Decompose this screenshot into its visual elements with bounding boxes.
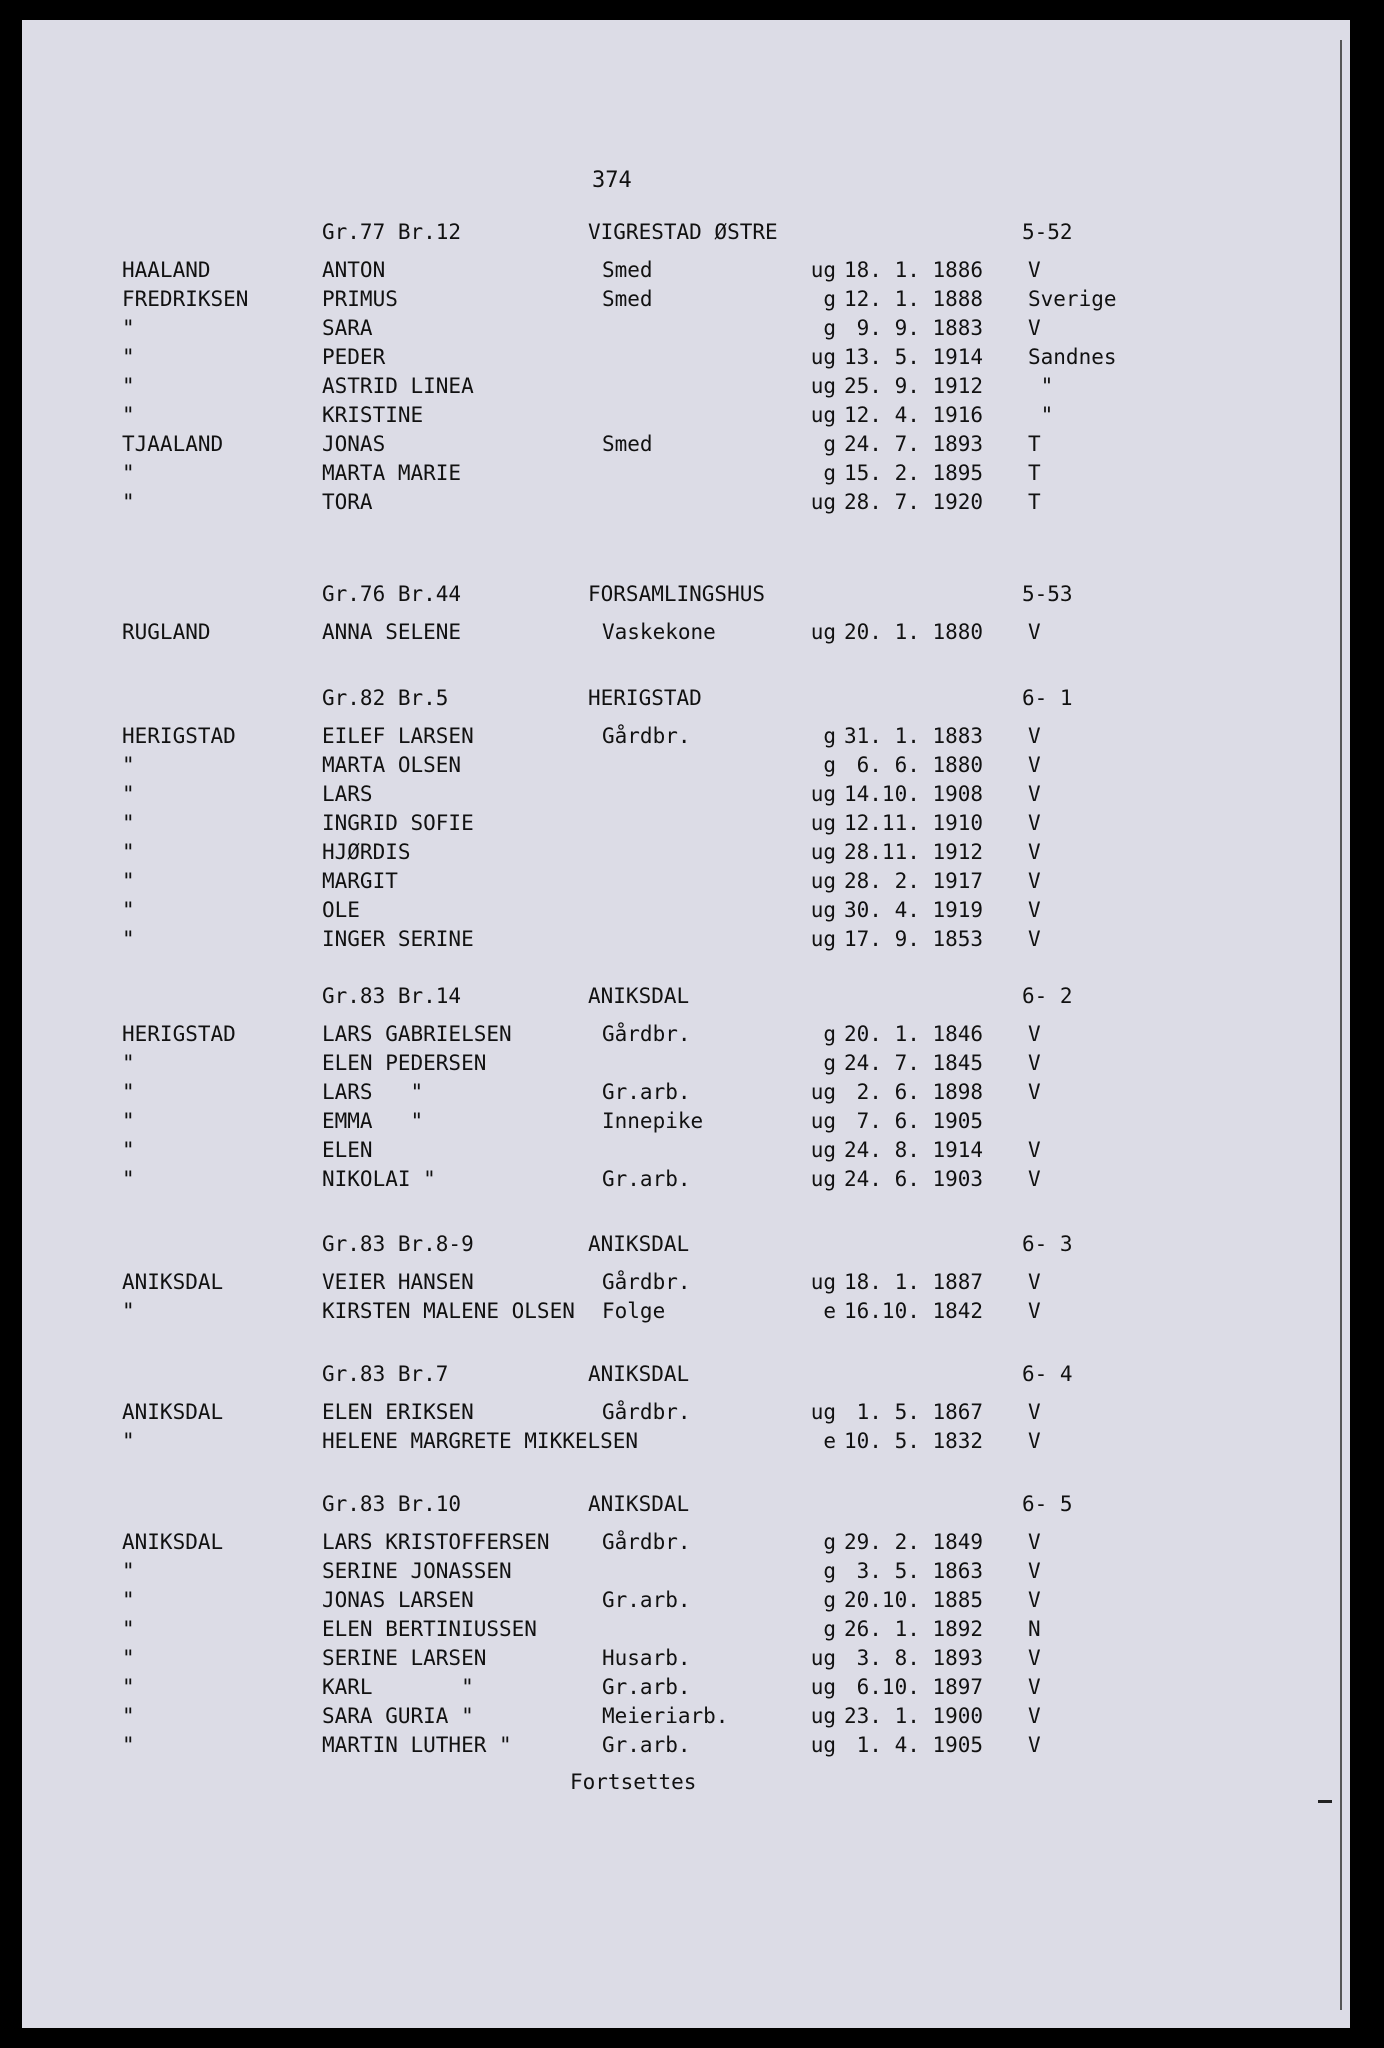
- given-name-cell: VEIER HANSEN: [322, 1270, 474, 1294]
- birthplace-cell: V: [1028, 258, 1041, 282]
- section-ref: Gr.77 Br.12: [322, 220, 462, 244]
- section-ref: Gr.83 Br.7: [322, 1362, 449, 1386]
- section-header: [22, 1232, 1350, 1262]
- birthplace-cell: V: [1028, 1167, 1041, 1191]
- person-row: [22, 316, 1350, 344]
- person-row: [22, 1270, 1350, 1298]
- given-name-cell: INGER SERINE: [322, 927, 474, 951]
- given-name-cell: SARA GURIA ": [322, 1704, 474, 1728]
- birthplace-cell: V: [1028, 1051, 1041, 1075]
- given-name-cell: HELENE MARGRETE MIKKELSEN: [322, 1429, 639, 1453]
- birthplace-cell: V: [1028, 620, 1041, 644]
- surname-cell: ": [122, 782, 135, 806]
- birthplace-cell: V: [1028, 869, 1041, 893]
- person-row: [22, 753, 1350, 781]
- section-place: VIGRESTAD ØSTRE: [588, 220, 778, 244]
- section-place: ANIKSDAL: [588, 984, 690, 1008]
- birthplace-cell: V: [1028, 1530, 1041, 1554]
- birth-date-cell: 15. 2. 1895: [844, 461, 984, 485]
- birthplace-cell: V: [1028, 1704, 1041, 1728]
- given-name-cell: ELEN: [322, 1138, 373, 1162]
- birth-date-cell: 6. 6. 1880: [844, 753, 984, 777]
- person-row: [22, 1588, 1350, 1616]
- person-row: [22, 620, 1350, 648]
- surname-cell: ": [122, 1704, 135, 1728]
- section-place: HERIGSTAD: [588, 686, 702, 710]
- person-row: [22, 287, 1350, 315]
- birthplace-cell: V: [1028, 1429, 1041, 1453]
- given-name-cell: NIKOLAI ": [322, 1167, 436, 1191]
- given-name-cell: SERINE LARSEN: [322, 1646, 487, 1670]
- surname-cell: RUGLAND: [122, 620, 211, 644]
- person-row: [22, 840, 1350, 868]
- status-cell: ug: [810, 1270, 836, 1294]
- birthplace-cell: V: [1028, 927, 1041, 951]
- status-cell: ug: [810, 1080, 836, 1104]
- birth-date-cell: 13. 5. 1914: [844, 345, 984, 369]
- section-place: ANIKSDAL: [588, 1492, 690, 1516]
- birthplace-cell: V: [1028, 782, 1041, 806]
- surname-cell: ": [122, 490, 135, 514]
- occupation-cell: Husarb.: [602, 1646, 691, 1670]
- surname-cell: ": [122, 840, 135, 864]
- occupation-cell: Gr.arb.: [602, 1167, 691, 1191]
- document-page: [22, 20, 1350, 2028]
- birthplace-cell: V: [1028, 1675, 1041, 1699]
- status-cell: g: [823, 1530, 836, 1554]
- surname-cell: ": [122, 1588, 135, 1612]
- status-cell: ug: [810, 869, 836, 893]
- status-cell: g: [823, 1559, 836, 1583]
- person-row: [22, 374, 1350, 402]
- status-cell: ug: [810, 403, 836, 427]
- section-code: 6- 5: [1022, 1492, 1073, 1516]
- surname-cell: HERIGSTAD: [122, 724, 236, 748]
- occupation-cell: Gr.arb.: [602, 1080, 691, 1104]
- status-cell: e: [823, 1429, 836, 1453]
- section-code: 6- 3: [1022, 1232, 1073, 1256]
- surname-cell: ": [122, 1167, 135, 1191]
- status-cell: ug: [810, 840, 836, 864]
- given-name-cell: ASTRID LINEA: [322, 374, 474, 398]
- section-ref: Gr.83 Br.8-9: [322, 1232, 474, 1256]
- status-cell: g: [823, 1617, 836, 1641]
- given-name-cell: LARS KRISTOFFERSEN: [322, 1530, 550, 1554]
- birthplace-cell: N: [1028, 1617, 1041, 1641]
- surname-cell: HAALAND: [122, 258, 211, 282]
- surname-cell: TJAALAND: [122, 432, 224, 456]
- surname-cell: ": [122, 403, 135, 427]
- given-name-cell: EILEF LARSEN: [322, 724, 474, 748]
- status-cell: ug: [810, 345, 836, 369]
- birth-date-cell: 7. 6. 1905: [844, 1109, 984, 1133]
- status-cell: ug: [810, 898, 836, 922]
- birth-date-cell: 17. 9. 1853: [844, 927, 984, 951]
- given-name-cell: MARTA MARIE: [322, 461, 462, 485]
- status-cell: ug: [810, 490, 836, 514]
- given-name-cell: ANTON: [322, 258, 386, 282]
- section-ref: Gr.82 Br.5: [322, 686, 449, 710]
- surname-cell: ": [122, 753, 135, 777]
- scan-mark: [1318, 1800, 1332, 1803]
- section-ref: Gr.83 Br.10: [322, 1492, 462, 1516]
- birthplace-cell: T: [1028, 461, 1041, 485]
- birth-date-cell: 24. 7. 1845: [844, 1051, 984, 1075]
- birth-date-cell: 16.10. 1842: [844, 1299, 984, 1323]
- surname-cell: ": [122, 316, 135, 340]
- status-cell: ug: [810, 1675, 836, 1699]
- birth-date-cell: 28. 2. 1917: [844, 869, 984, 893]
- birthplace-cell: V: [1028, 316, 1041, 340]
- status-cell: ug: [810, 1733, 836, 1757]
- occupation-cell: Gårdbr.: [602, 1530, 691, 1554]
- section-code: 5-53: [1022, 582, 1073, 606]
- status-cell: ug: [810, 811, 836, 835]
- surname-cell: ": [122, 1675, 135, 1699]
- person-row: [22, 782, 1350, 810]
- person-row: [22, 1559, 1350, 1587]
- birthplace-cell: V: [1028, 840, 1041, 864]
- birth-date-cell: 18. 1. 1886: [844, 258, 984, 282]
- surname-cell: ": [122, 1138, 135, 1162]
- given-name-cell: KRISTINE: [322, 403, 424, 427]
- birth-date-cell: 20. 1. 1880: [844, 620, 984, 644]
- given-name-cell: KARL ": [322, 1675, 474, 1699]
- given-name-cell: SERINE JONASSEN: [322, 1559, 512, 1583]
- person-row: [22, 1080, 1350, 1108]
- birth-date-cell: 2. 6. 1898: [844, 1080, 984, 1104]
- status-cell: g: [823, 316, 836, 340]
- person-row: [22, 1733, 1350, 1761]
- section-place: ANIKSDAL: [588, 1362, 690, 1386]
- birthplace-cell: V: [1028, 1080, 1041, 1104]
- birthplace-cell: V: [1028, 1559, 1041, 1583]
- page-number: 374: [592, 168, 632, 193]
- surname-cell: ": [122, 461, 135, 485]
- birth-date-cell: 12. 1. 1888: [844, 287, 984, 311]
- person-row: [22, 1138, 1350, 1166]
- given-name-cell: MARGIT: [322, 869, 398, 893]
- section-header: [22, 1492, 1350, 1522]
- status-cell: ug: [810, 1646, 836, 1670]
- birth-date-cell: 30. 4. 1919: [844, 898, 984, 922]
- surname-cell: ": [122, 1109, 135, 1133]
- given-name-cell: ELEN PEDERSEN: [322, 1051, 487, 1075]
- birth-date-cell: 24. 6. 1903: [844, 1167, 984, 1191]
- person-row: [22, 1530, 1350, 1558]
- person-row: [22, 1299, 1350, 1327]
- occupation-cell: Smed: [602, 258, 653, 282]
- occupation-cell: Gårdbr.: [602, 724, 691, 748]
- given-name-cell: PEDER: [322, 345, 386, 369]
- birth-date-cell: 28. 7. 1920: [844, 490, 984, 514]
- status-cell: g: [823, 461, 836, 485]
- birthplace-cell: T: [1028, 432, 1041, 456]
- birth-date-cell: 1. 5. 1867: [844, 1400, 984, 1424]
- birth-date-cell: 6.10. 1897: [844, 1675, 984, 1699]
- birthplace-cell: V: [1028, 1733, 1041, 1757]
- given-name-cell: ANNA SELENE: [322, 620, 462, 644]
- surname-cell: ANIKSDAL: [122, 1270, 224, 1294]
- surname-cell: ": [122, 1080, 135, 1104]
- birth-date-cell: 23. 1. 1900: [844, 1704, 984, 1728]
- section-code: 5-52: [1022, 220, 1073, 244]
- section-header: [22, 582, 1350, 612]
- status-cell: ug: [810, 782, 836, 806]
- birthplace-cell: V: [1028, 753, 1041, 777]
- section-header: [22, 686, 1350, 716]
- status-cell: g: [823, 1022, 836, 1046]
- surname-cell: ": [122, 345, 135, 369]
- section-header: [22, 220, 1350, 250]
- birthplace-cell: V: [1028, 811, 1041, 835]
- status-cell: ug: [810, 1109, 836, 1133]
- surname-cell: ": [122, 869, 135, 893]
- continued-note: Fortsettes: [570, 1770, 697, 1794]
- surname-cell: ": [122, 1299, 135, 1323]
- section-header: [22, 1362, 1350, 1392]
- given-name-cell: EMMA ": [322, 1109, 424, 1133]
- given-name-cell: ELEN BERTINIUSSEN: [322, 1617, 537, 1641]
- person-row: [22, 403, 1350, 431]
- birthplace-cell: T: [1028, 490, 1041, 514]
- birth-date-cell: 20.10. 1885: [844, 1588, 984, 1612]
- section-place: FORSAMLINGSHUS: [588, 582, 766, 606]
- person-row: [22, 1704, 1350, 1732]
- given-name-cell: TORA: [322, 490, 373, 514]
- person-row: [22, 1617, 1350, 1645]
- occupation-cell: Folge: [602, 1299, 666, 1323]
- surname-cell: ": [122, 1733, 135, 1757]
- birthplace-cell: ": [1028, 374, 1054, 398]
- given-name-cell: LARS GABRIELSEN: [322, 1022, 512, 1046]
- person-row: [22, 490, 1350, 518]
- status-cell: ug: [810, 927, 836, 951]
- birth-date-cell: 9. 9. 1883: [844, 316, 984, 340]
- status-cell: g: [823, 724, 836, 748]
- person-row: [22, 1167, 1350, 1195]
- occupation-cell: Vaskekone: [602, 620, 716, 644]
- person-row: [22, 432, 1350, 460]
- occupation-cell: Gr.arb.: [602, 1733, 691, 1757]
- given-name-cell: SARA: [322, 316, 373, 340]
- person-row: [22, 869, 1350, 897]
- person-row: [22, 1051, 1350, 1079]
- given-name-cell: ELEN ERIKSEN: [322, 1400, 474, 1424]
- status-cell: ug: [810, 258, 836, 282]
- birthplace-cell: V: [1028, 1270, 1041, 1294]
- surname-cell: HERIGSTAD: [122, 1022, 236, 1046]
- status-cell: g: [823, 1588, 836, 1612]
- birthplace-cell: V: [1028, 724, 1041, 748]
- status-cell: ug: [810, 374, 836, 398]
- occupation-cell: Gr.arb.: [602, 1675, 691, 1699]
- birthplace-cell: V: [1028, 1022, 1041, 1046]
- birthplace-cell: Sverige: [1028, 287, 1117, 311]
- birth-date-cell: 12.11. 1910: [844, 811, 984, 835]
- birth-date-cell: 26. 1. 1892: [844, 1617, 984, 1641]
- section-code: 6- 1: [1022, 686, 1073, 710]
- given-name-cell: MARTA OLSEN: [322, 753, 462, 777]
- surname-cell: ": [122, 811, 135, 835]
- person-row: [22, 345, 1350, 373]
- person-row: [22, 461, 1350, 489]
- birth-date-cell: 29. 2. 1849: [844, 1530, 984, 1554]
- person-row: [22, 1400, 1350, 1428]
- status-cell: ug: [810, 620, 836, 644]
- status-cell: g: [823, 287, 836, 311]
- birth-date-cell: 24. 7. 1893: [844, 432, 984, 456]
- status-cell: g: [823, 1051, 836, 1075]
- occupation-cell: Smed: [602, 432, 653, 456]
- given-name-cell: LARS: [322, 782, 373, 806]
- surname-cell: ": [122, 1429, 135, 1453]
- given-name-cell: HJØRDIS: [322, 840, 411, 864]
- person-row: [22, 1646, 1350, 1674]
- given-name-cell: PRIMUS: [322, 287, 398, 311]
- birthplace-cell: V: [1028, 1299, 1041, 1323]
- given-name-cell: MARTIN LUTHER ": [322, 1733, 512, 1757]
- occupation-cell: Smed: [602, 287, 653, 311]
- status-cell: g: [823, 753, 836, 777]
- birthplace-cell: V: [1028, 1588, 1041, 1612]
- surname-cell: ": [122, 927, 135, 951]
- occupation-cell: Meieriarb.: [602, 1704, 729, 1728]
- occupation-cell: Gr.arb.: [602, 1588, 691, 1612]
- person-row: [22, 724, 1350, 752]
- surname-cell: ": [122, 1051, 135, 1075]
- birth-date-cell: 3. 5. 1863: [844, 1559, 984, 1583]
- occupation-cell: Gårdbr.: [602, 1400, 691, 1424]
- birth-date-cell: 31. 1. 1883: [844, 724, 984, 748]
- birth-date-cell: 3. 8. 1893: [844, 1646, 984, 1670]
- surname-cell: FREDRIKSEN: [122, 287, 249, 311]
- birth-date-cell: 14.10. 1908: [844, 782, 984, 806]
- birthplace-cell: ": [1028, 403, 1054, 427]
- person-row: [22, 1109, 1350, 1137]
- birthplace-cell: V: [1028, 1138, 1041, 1162]
- given-name-cell: INGRID SOFIE: [322, 811, 474, 835]
- birth-date-cell: 24. 8. 1914: [844, 1138, 984, 1162]
- given-name-cell: OLE: [322, 898, 360, 922]
- section-ref: Gr.83 Br.14: [322, 984, 462, 1008]
- person-row: [22, 1429, 1350, 1457]
- birth-date-cell: 28.11. 1912: [844, 840, 984, 864]
- section-code: 6- 4: [1022, 1362, 1073, 1386]
- section-code: 6- 2: [1022, 984, 1073, 1008]
- birth-date-cell: 18. 1. 1887: [844, 1270, 984, 1294]
- given-name-cell: LARS ": [322, 1080, 424, 1104]
- section-ref: Gr.76 Br.44: [322, 582, 462, 606]
- birthplace-cell: V: [1028, 1646, 1041, 1670]
- occupation-cell: Gårdbr.: [602, 1270, 691, 1294]
- person-row: [22, 1675, 1350, 1703]
- birthplace-cell: V: [1028, 898, 1041, 922]
- surname-cell: ANIKSDAL: [122, 1530, 224, 1554]
- status-cell: g: [823, 432, 836, 456]
- birth-date-cell: 10. 5. 1832: [844, 1429, 984, 1453]
- person-row: [22, 898, 1350, 926]
- given-name-cell: KIRSTEN MALENE OLSEN: [322, 1299, 575, 1323]
- status-cell: ug: [810, 1167, 836, 1191]
- occupation-cell: Innepike: [602, 1109, 704, 1133]
- status-cell: ug: [810, 1138, 836, 1162]
- surname-cell: ": [122, 1617, 135, 1641]
- birth-date-cell: 20. 1. 1846: [844, 1022, 984, 1046]
- person-row: [22, 1022, 1350, 1050]
- surname-cell: ": [122, 1559, 135, 1583]
- birth-date-cell: 25. 9. 1912: [844, 374, 984, 398]
- person-row: [22, 811, 1350, 839]
- surname-cell: ": [122, 1646, 135, 1670]
- surname-cell: ": [122, 898, 135, 922]
- person-row: [22, 258, 1350, 286]
- occupation-cell: Gårdbr.: [602, 1022, 691, 1046]
- person-row: [22, 927, 1350, 955]
- given-name-cell: JONAS LARSEN: [322, 1588, 474, 1612]
- surname-cell: ANIKSDAL: [122, 1400, 224, 1424]
- birthplace-cell: V: [1028, 1400, 1041, 1424]
- status-cell: e: [823, 1299, 836, 1323]
- status-cell: ug: [810, 1704, 836, 1728]
- birthplace-cell: Sandnes: [1028, 345, 1117, 369]
- surname-cell: ": [122, 374, 135, 398]
- birth-date-cell: 12. 4. 1916: [844, 403, 984, 427]
- section-place: ANIKSDAL: [588, 1232, 690, 1256]
- section-header: [22, 984, 1350, 1014]
- given-name-cell: JONAS: [322, 432, 386, 456]
- status-cell: ug: [810, 1400, 836, 1424]
- birth-date-cell: 1. 4. 1905: [844, 1733, 984, 1757]
